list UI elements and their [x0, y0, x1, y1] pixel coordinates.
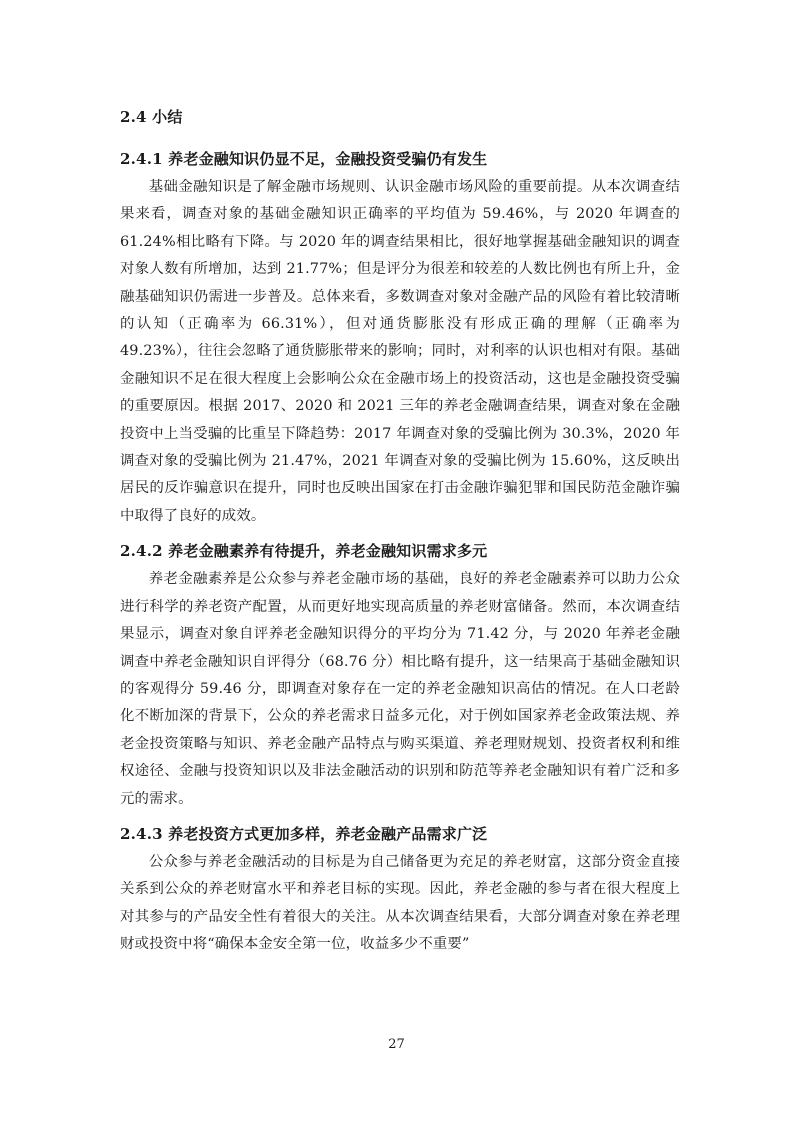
- paragraph-2-4-1: 基础金融知识是了解金融市场规则、认识金融市场风险的重要前提。从本次调查结果来看，调查对象的基础金融知识正确率的平均值为 59.46%，与 2020 年调查的 61.24%相比略有下降。与 2020 年的调查结果相比，很好地掌握基础金融知识的调查对象人数有所增加，达到 21.77%；但是评分为很差和较差的人数比例也有所上升，金融基础知识仍需进一步普及。总体来看，多数调查对象对金融产品的风险有着比较清晰的认知（正确率为 66.31%），但对通货膨胀没有形成正确的理解（正确率为 49.23%），往往会忽略了通货膨胀带来的影响；同时，对利率的认识也相对有限。基础金融知识不足在很大程度上会影响公众在金融市场上的投资活动，这也是金融投资受骗的重要原因。根据 2017、2020 和 2021 三年的养老金融调查结果，调查对象在金融投资中上当受骗的比重呈下降趋势：2017 年调查对象的受骗比例为 30.3%，2020 年调查对象的受骗比例为 21.47%，2021 年调查对象的受骗比例为 15.60%，这反映出居民的反诈骗意识在提升，同时也反映出国家在打击金融诈骗犯罪和国民防范金融诈骗中取得了良好的成效。: [120, 179, 680, 524]
- subsection-heading-2-4-3: 2.4.3 养老投资方式更加多样，养老金融产品需求广泛: [120, 824, 488, 843]
- page-number: 27: [388, 1037, 405, 1052]
- subsection-heading-2-4-1: 2.4.1 养老金融知识仍显不足，金融投资受骗仍有发生: [120, 150, 488, 168]
- section-heading: 2.4 小结: [120, 108, 183, 126]
- paragraph-2-4-2: 养老金融素养是公众参与养老金融市场的基础，良好的养老金融素养可以助力公众进行科学的养老资产配置，从而更好地实现高质量的养老财富储备。然而，本次调查结果显示，调查对象自评养老金融知识得分的平均分为 71.42 分，与 2020 年养老金融调查中养老金融知识自评得分（68.76 分）相比略有提升，这一结果高于基础金融知识的客观得分 59.46 分，即调查对象存在一定的养老金融知识高估的情况。在人口老龄化不断加深的背景下，公众的养老需求日益多元化，对于例如国家养老金政策法规、养老金投资策略与知识、养老金融产品特点与购买渠道、养老理财规划、投资者权利和维权途径、金融与投资知识以及非法金融活动的识别和防范等养老金融知识有着广泛和多元的需求。: [120, 571, 680, 807]
- spacer: [120, 132, 680, 144]
- paragraph-2-4-3: 公众参与养老金融活动的目标是为自己储备更为充足的养老财富，这部分资金直接关系到公众的养老财富水平和养老目标的实现。因此，养老金融的参与者在很大程度上对其参与的产品安全性有着很大的关注。从本次调查结果看，大部分调查对象在养老理财或投资中将“确保本金安全第一位，收益多少不重要”: [120, 853, 680, 953]
- page-content: [120, 102, 680, 959]
- subsection-heading-2-4-2: 2.4.2 养老金融素养有待提升，养老金融知识需求多元: [120, 542, 488, 561]
